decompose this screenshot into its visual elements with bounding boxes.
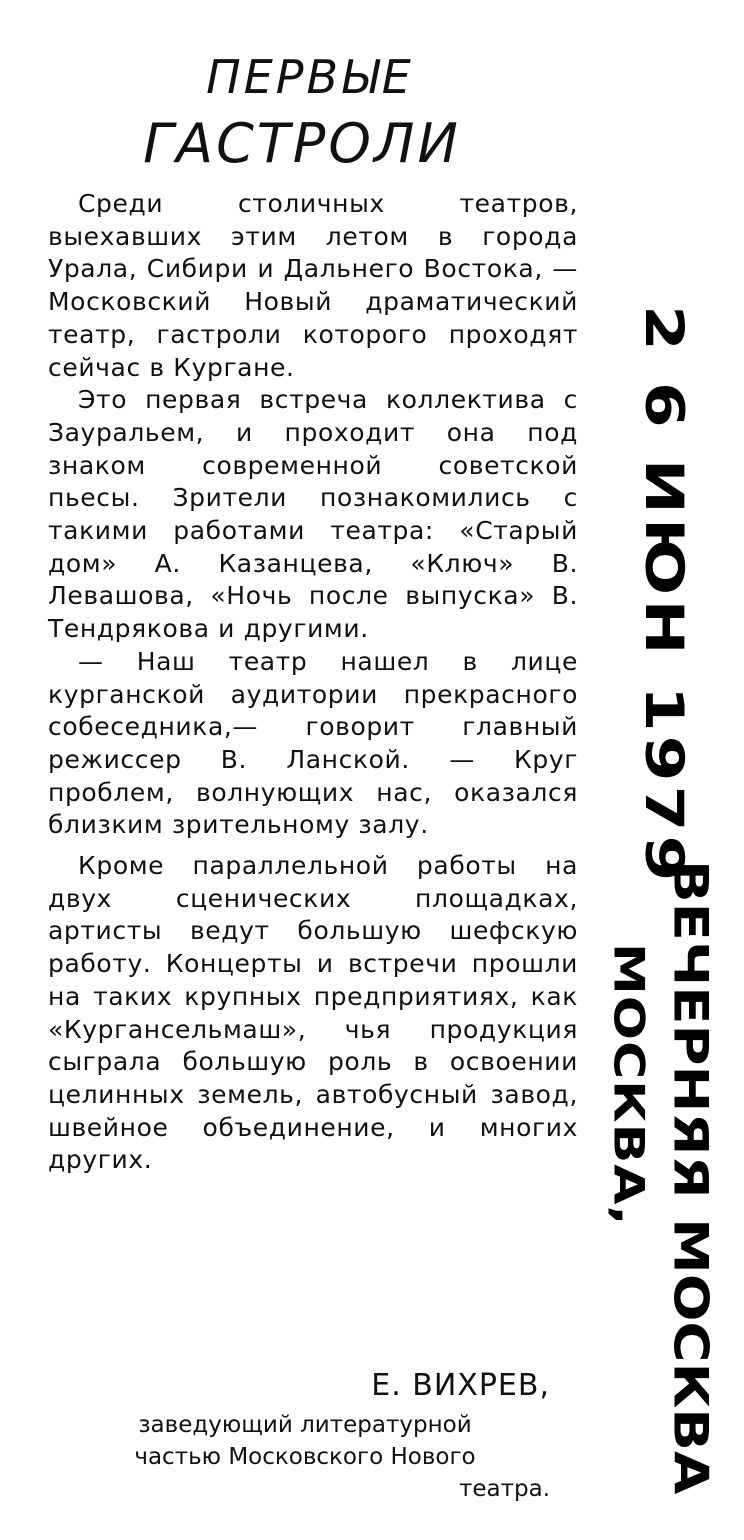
city-stamp: МОСКВА, [604, 943, 652, 1227]
date-stamp: 2 6 ИЮН 1979 [633, 305, 695, 886]
article-paragraph-2: Это первая встреча коллектива с Зауральем, и проходит она под знаком современной советской пьесы. Зрители познакомились с такими работами театра: «Старый дом» А. Казанцева, «Ключ» В. Левашова, «Ночь после выпуска» В. Тендрякова и другими. [48, 385, 578, 644]
headline-line-2: ГАСТРОЛИ [143, 112, 461, 175]
headline-line-1: ПЕРВЫЕ [206, 50, 414, 104]
author-signature [60, 1368, 550, 1505]
article-paragraph-1: Среди столичных театров, выехавших этим летом в города Урала, Сибири и Дальнего Востока, — Московский Новый драматический театр, гастроли которого проходят сейчас в Кургане. [48, 189, 578, 382]
author-role-line-2: частью Московского Нового [134, 1444, 476, 1470]
author-name: Е. ВИХРЕВ, [371, 1368, 550, 1403]
author-role [60, 1409, 550, 1505]
article-body [48, 188, 578, 1177]
article-paragraph-3: — Наш театр нашел в лице курганской аудитории прекрасного собеседника,— говорит главный режиссер В. Ланской. — Круг проблем, волнующих нас, оказался близким зрительному залу. [48, 646, 578, 840]
article-paragraph-4: Кроме параллельной работы на двух сценических площадках, артисты ведут большую шефскую работу. Концерты и встречи прошли на таких крупных предприятиях, как «Кургансельмаш», чья продукция сыграла большую роль в освоении целинных земель, автобусный завод, швейное объединение, и многих других. [48, 851, 578, 1175]
newspaper-stamp: ВЕЧЕРНЯЯ МОСКВА [662, 860, 718, 1495]
author-role-line-1: заведующий литературной [138, 1412, 472, 1438]
author-role-line-3: театра. [458, 1476, 550, 1502]
